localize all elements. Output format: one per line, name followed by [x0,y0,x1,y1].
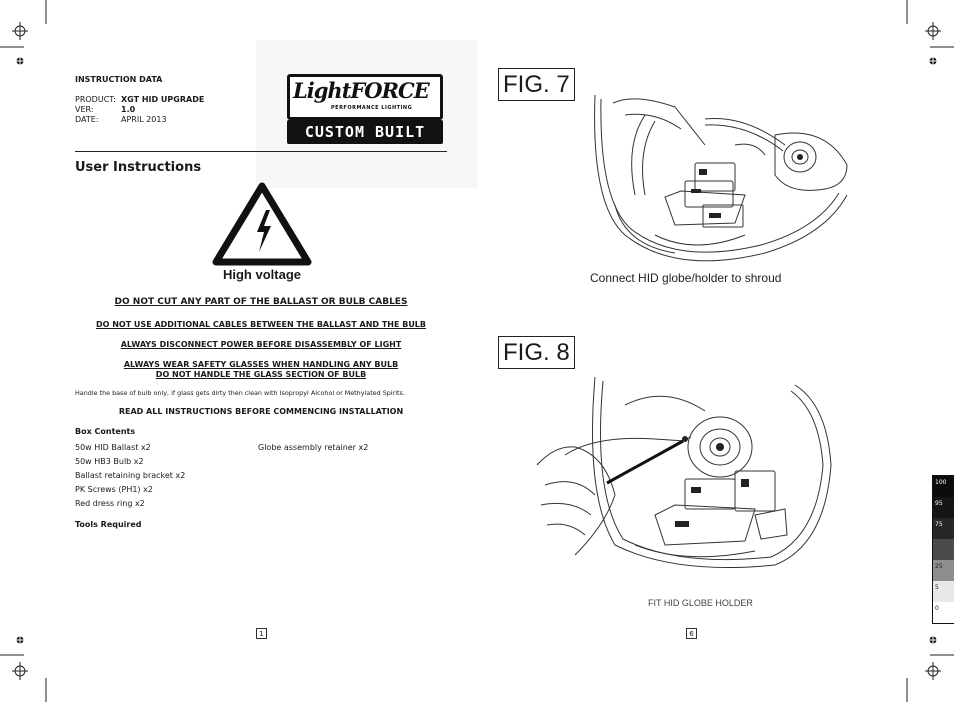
box-contents-list-left [75,441,250,511]
handling-note: Handle the base of bulb only, if glass gets dirty then clean with Isopropyl Alcohol or Methylated Spirits. [75,389,405,397]
warning-cut-cables: DO NOT CUT ANY PART OF THE BALLAST OR BULB CABLES [114,297,408,307]
product-label: PRODUCT: [75,95,116,104]
fig-7-illustration [585,85,855,273]
warning-glass-section: DO NOT HANDLE THE GLASS SECTION OF BULB [155,370,367,379]
box-contents-heading: Box Contents [75,427,136,436]
product-value: XGT HID UPGRADE [121,95,205,104]
warning-disconnect-power: ALWAYS DISCONNECT POWER BEFORE DISASSEMBLY OF LIGHT [120,340,402,349]
color-swatch: 25 [933,560,954,581]
fig-7-caption: Connect HID globe/holder to shroud [590,271,782,285]
color-swatch [933,539,954,560]
page-number-left: 1 [256,628,267,639]
list-item: Red dress ring x2 [75,499,145,508]
brand-wordmark: LightFORCE [293,78,429,103]
ver-value: 1.0 [121,105,136,114]
section-divider [75,151,447,152]
warning-safety-glasses: ALWAYS WEAR SAFETY GLASSES WHEN HANDLING ANY BULB [123,360,399,369]
hazard-caption: High voltage [222,267,301,282]
instruction-data-title: INSTRUCTION DATA [75,75,163,84]
high-voltage-warning-icon [210,180,314,268]
custom-built-banner: CUSTOM BUILT [304,123,426,141]
fig-8-illustration [535,375,835,575]
list-item: Globe assembly retainer x2 [258,443,369,452]
color-swatch: 75 [933,518,954,539]
color-swatch: 0 [933,602,954,623]
fig-8-caption: FIT HID GLOBE HOLDER [648,598,753,608]
list-item: PK Screws (PH1) x2 [75,485,153,494]
warning-additional-cables: DO NOT USE ADDITIONAL CABLES BETWEEN THE BALLAST AND THE BULB [95,320,427,329]
list-item: 50w HB3 Bulb x2 [75,457,144,466]
color-swatch: 100 [933,476,954,497]
fig-8-label: FIG. 8 [498,336,575,369]
color-swatch: 95 [933,497,954,518]
tools-required-heading: Tools Required [75,520,142,529]
user-instructions-heading: User Instructions [75,160,202,175]
date-value: APRIL 2013 [121,115,167,124]
lightforce-logo [287,74,443,146]
box-contents-list-right [258,441,438,455]
read-all-instructions: READ ALL INSTRUCTIONS BEFORE COMMENCING INSTALLATION [118,407,404,416]
date-label: DATE: [75,115,99,124]
list-item: Ballast retaining bracket x2 [75,471,186,480]
brand-tagline: PERFORMANCE LIGHTING [331,105,413,111]
color-calibration-bar [932,475,954,624]
fig-7-label: FIG. 7 [498,68,575,101]
page-number-right: 6 [686,628,697,639]
list-item: 50w HID Ballast x2 [75,443,151,452]
color-swatch: 5 [933,581,954,602]
ver-label: VER: [75,105,94,114]
